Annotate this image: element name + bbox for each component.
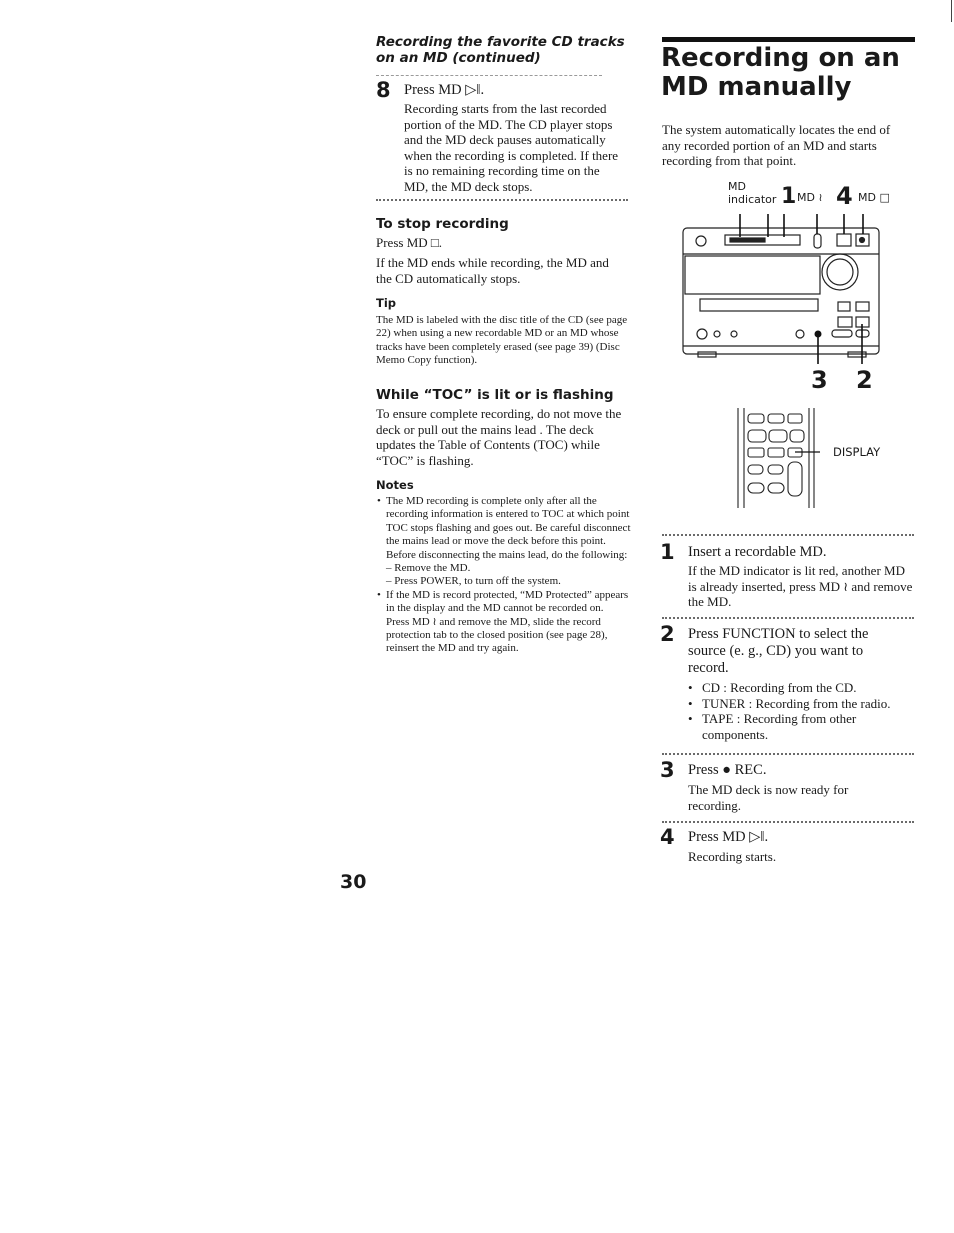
divider	[662, 753, 914, 755]
section-header: Recording the favorite CD tracks on an MD (continued)	[376, 34, 625, 66]
step-number: 2	[660, 622, 675, 646]
intro-paragraph: The system automatically locates the end of any recorded portion of an MD and starts recording from that point.	[662, 122, 891, 168]
step-body: Recording starts.	[688, 849, 777, 864]
page-number: 30	[340, 871, 367, 893]
step-title: Press ● REC.	[688, 762, 767, 778]
step-body: Recording starts from the last recorded portion of the MD. The CD player stops and the MD deck pauses automatically when the recording is completed. If there is no remaining recording time on the MD, the MD deck stops.	[404, 101, 619, 194]
note-item	[386, 495, 632, 589]
page-title-line: Recording on an	[661, 43, 900, 73]
label-indicator: indicator	[728, 193, 777, 206]
callout-2: 2	[856, 366, 873, 394]
list-item: • TUNER : Recording from the radio.	[688, 696, 908, 712]
remote-control-illustration	[735, 406, 820, 510]
note-item	[386, 589, 632, 656]
subheading-toc: While “TOC” is lit or is flashing	[376, 387, 614, 403]
divider	[662, 534, 914, 536]
step-title: Press FUNCTION to select the source (e. g., CD) you want to record.	[688, 626, 869, 676]
step-number: 4	[660, 825, 675, 849]
callout-1: 1	[781, 184, 797, 209]
step-number: 3	[660, 758, 675, 782]
label-md-indicator	[728, 180, 776, 206]
label-md-stop: MD □	[858, 191, 890, 204]
note-subitem: Press MD ≀ and remove the MD, slide the record protection tab to the closed position (see page 28), reinsert the MD and try again.	[386, 615, 608, 655]
label-display: DISPLAY	[833, 445, 881, 459]
list-item: • CD : Recording from the CD.	[688, 680, 908, 696]
scan-edge-mark	[951, 0, 952, 22]
paragraph: To ensure complete recording, do not move the deck or pull out the mains lead . The deck updates the Table of Contents (TOC) while “TOC” is flashing.	[376, 406, 622, 468]
step-title: Press MD ▷‖.	[404, 82, 485, 98]
subheading-stop-recording: To stop recording	[376, 216, 509, 232]
subheading-notes: Notes	[376, 478, 414, 492]
step-body: The MD deck is now ready for recording.	[688, 782, 849, 813]
note-text: The MD recording is complete only after all the recording information is entered to TOC at which point TOC stops flashing and goes out. Be careful disconnect the mains lead or move the deck before this point. Before disconnecting the mains lead, do the following:	[386, 495, 631, 561]
step-title: Insert a recordable MD.	[688, 544, 827, 560]
page-title-line: MD manually	[661, 72, 852, 102]
divider	[376, 199, 628, 201]
notes-list	[376, 495, 632, 656]
step-title: Press MD ▷‖.	[688, 829, 769, 845]
note-subitem: – Remove the MD.	[386, 562, 471, 575]
note-subitem: – Press POWER, to turn off the system.	[386, 575, 561, 588]
paragraph: If the MD ends while recording, the MD and the CD automatically stops.	[376, 255, 609, 286]
divider	[376, 75, 602, 76]
mini-system-illustration	[680, 204, 885, 364]
divider	[662, 617, 914, 619]
list-item: • TAPE : Recording from other components.	[688, 711, 908, 742]
label-md-eject: MD ≀	[797, 191, 823, 204]
source-list	[688, 680, 908, 742]
callout-3: 3	[811, 366, 828, 394]
label-md: MD	[728, 180, 746, 193]
step-body: If the MD indicator is lit red, another MD is already inserted, press MD ≀ and remove the MD.	[688, 563, 913, 609]
step-number: 1	[660, 540, 675, 564]
subheading-tip: Tip	[376, 296, 397, 310]
step-number: 8	[376, 78, 391, 102]
note-text: If the MD is record protected, “MD Protected” appears in the display and the MD cannot be recorded on.	[386, 588, 629, 615]
tip-body: The MD is labeled with the disc title of the CD (see page 22) when using a new recordable MD or an MD whose tracks have been completely erased (see page 39) (Disc Memo Copy function).	[376, 314, 628, 367]
paragraph: Press MD □.	[376, 235, 442, 250]
callout-4: 4	[836, 182, 853, 210]
divider	[662, 821, 914, 823]
page-title	[661, 44, 900, 102]
title-bar	[662, 37, 915, 42]
